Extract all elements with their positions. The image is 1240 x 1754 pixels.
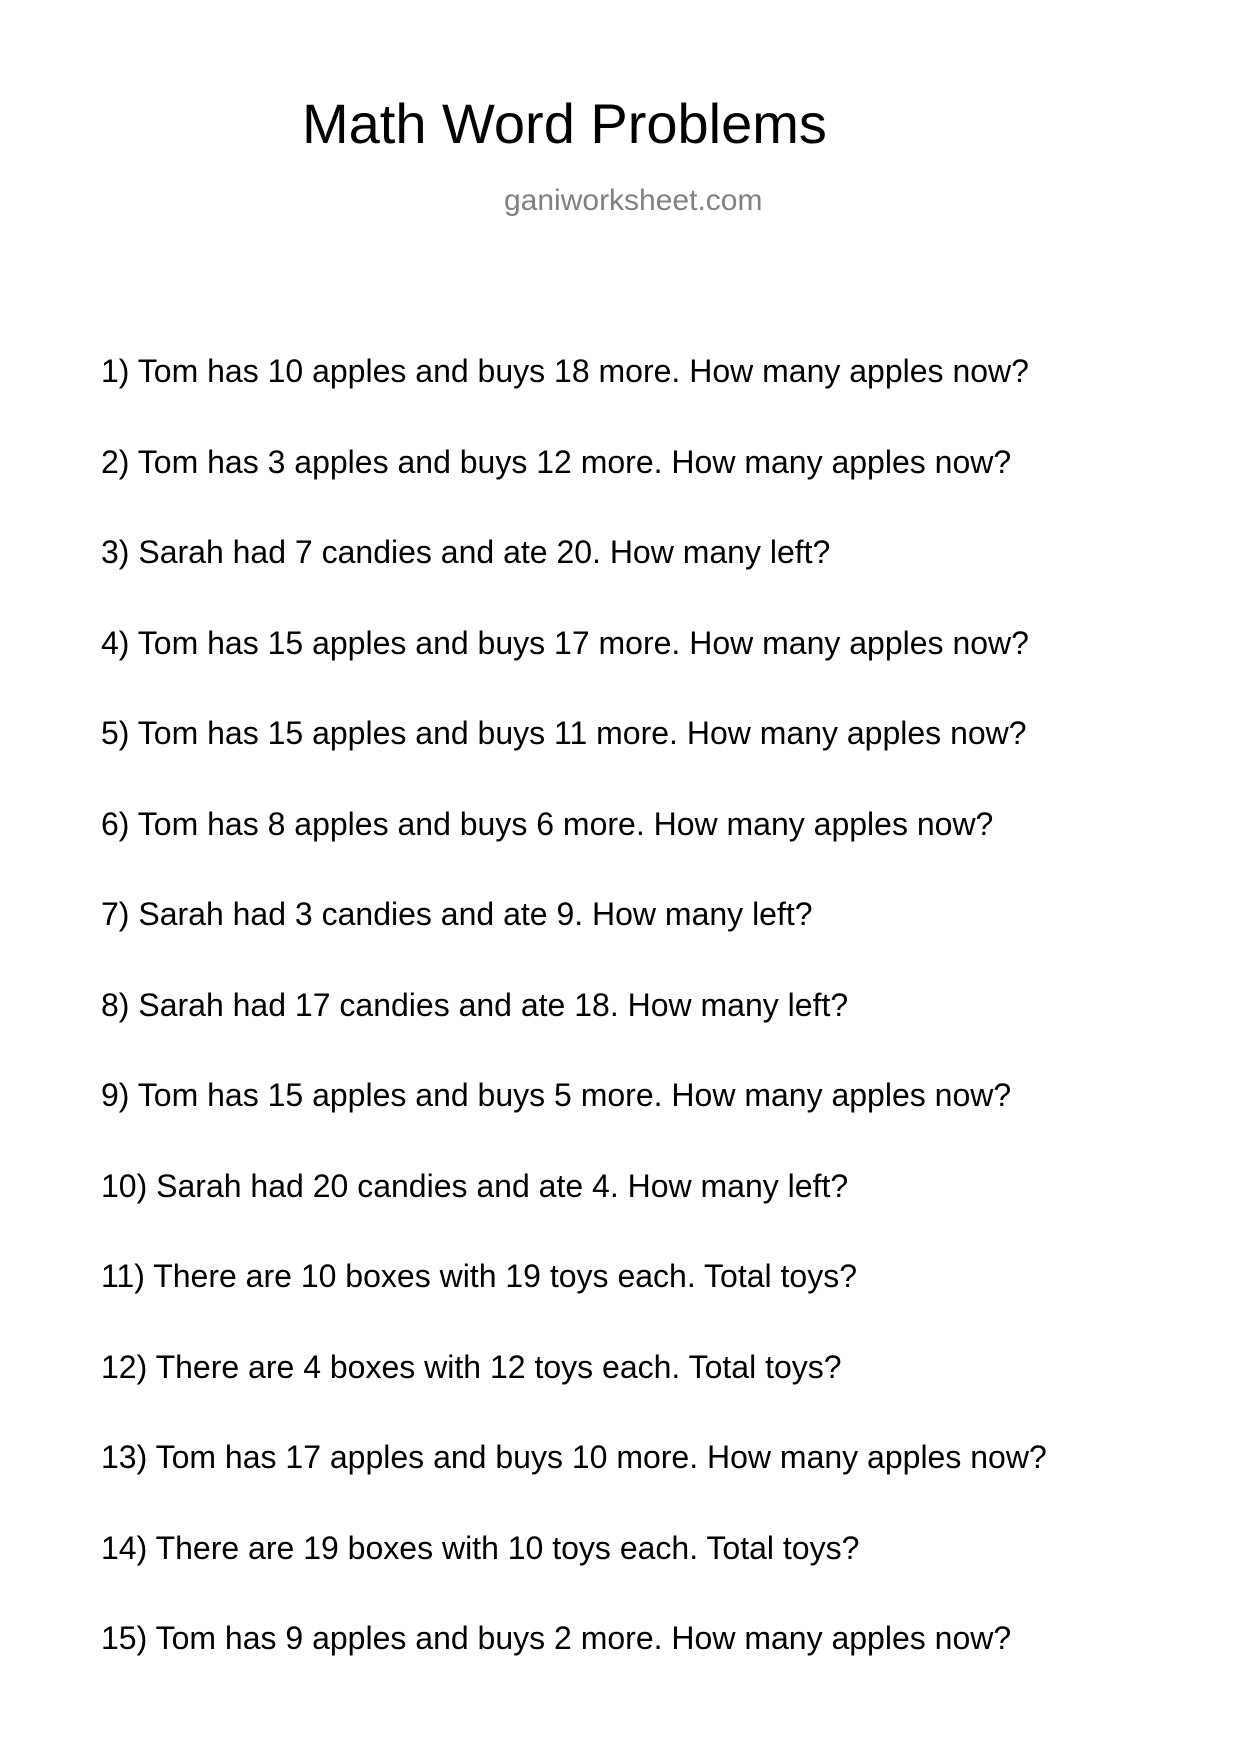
problem-item: 12) There are 4 boxes with 12 toys each. Total toys? (101, 1348, 842, 1385)
page-title: Math Word Problems (302, 92, 827, 155)
site-name: ganiworksheet.com (504, 184, 763, 217)
problem-item: 5) Tom has 15 apples and buys 11 more. How many apples now? (101, 715, 1027, 751)
problem-item: 15) Tom has 9 apples and buys 2 more. How many apples now? (101, 1620, 1012, 1656)
problem-item: 14) There are 19 boxes with 10 toys each. Total toys? (101, 1529, 860, 1566)
problem-item: 4) Tom has 15 apples and buys 17 more. How many apples now? (101, 624, 1029, 661)
problem-item: 1) Tom has 10 apples and buys 18 more. How many apples now? (101, 353, 1029, 389)
problem-item: 9) Tom has 15 apples and buys 5 more. How many apples now? (101, 1077, 1012, 1113)
problem-item: 3) Sarah had 7 candies and ate 20. How many left? (101, 534, 831, 570)
problem-list (101, 351, 1047, 1709)
problem-item: 11) There are 10 boxes with 19 toys each. Total toys? (101, 1258, 857, 1294)
problem-item: 10) Sarah had 20 candies and ate 4. How many left? (101, 1167, 849, 1204)
problem-item: 6) Tom has 8 apples and buys 6 more. How many apples now? (101, 805, 994, 842)
problem-item: 2) Tom has 3 apples and buys 12 more. How many apples now? (101, 443, 1012, 480)
problem-item: 7) Sarah had 3 candies and ate 9. How many left? (101, 896, 813, 932)
problem-item: 8) Sarah had 17 candies and ate 18. How many left? (101, 986, 849, 1023)
problem-item: 13) Tom has 17 apples and buys 10 more. How many apples now? (101, 1439, 1047, 1475)
